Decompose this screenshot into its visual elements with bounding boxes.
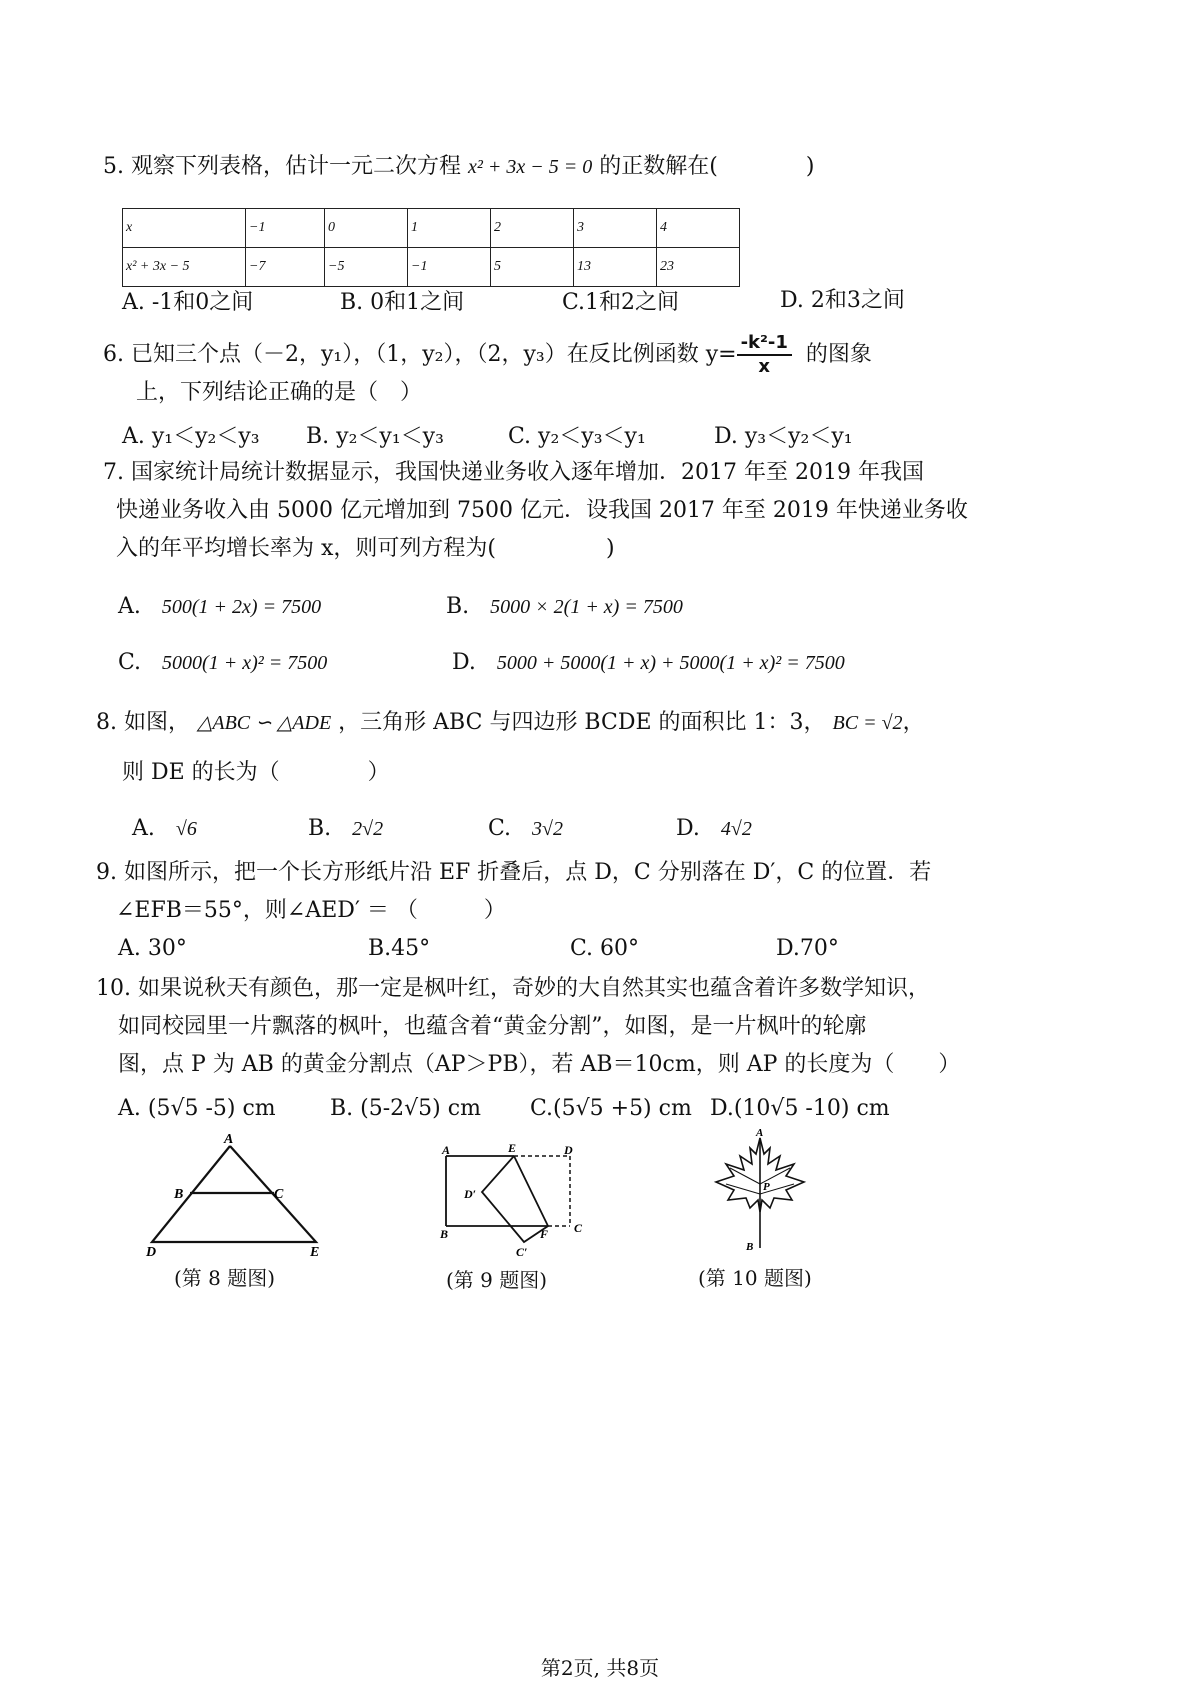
q6-fraction: $\frac{\text{-k²-1}}{x}$ [737,332,792,378]
table-row: x² + 3x − 5 −7 −5 −1 5 13 23 [123,248,740,287]
q6-option-a[interactable]: A. y₁＜y₂＜y₃ [122,424,260,449]
q10-option-d[interactable]: D.(10√5 -10) cm [710,1096,890,1121]
q7-line2: 快递业务收入由 5000 亿元增加到 7500 亿元．设我国 2017 年至 2019 年快递业务收 [116,498,968,523]
fig9-label-a: A [442,1143,451,1157]
fig9-label-b: B [440,1227,449,1241]
fig9-label-d-prime: D′ [464,1187,477,1201]
q8-line2: 则 DE 的长为（ ） [122,760,390,785]
q5-option-d[interactable]: D. 2和3之间 [780,288,905,313]
q9-option-d[interactable]: D.70° [776,936,839,961]
q5-value-table [122,208,740,287]
q9-option-b[interactable]: B.45° [368,936,431,961]
fig9-label-c: C [574,1221,583,1235]
fig10-label-a: A [756,1127,764,1139]
figure-9-caption: (第 9 题图) [446,1268,548,1292]
fig8-label-b: B [174,1187,184,1202]
q8-option-c[interactable]: C. 3√2 [488,816,564,841]
q7-line1: 7. 国家统计局统计数据显示，我国快递业务收入逐年增加．2017 年至 2019 年我国 [103,460,924,485]
q6-line2: 上，下列结论正确的是（ ） [136,380,423,405]
q7-line3: 入的年平均增长率为 x，则可列方程为( ) [116,536,615,561]
fig10-label-p: P [763,1181,770,1193]
q8-option-d[interactable]: D. 4√2 [676,816,752,841]
figure-8-triangle [140,1130,340,1260]
q10-line2: 如同校园里一片飘落的枫叶，也蕴含着“黄金分割”，如图，是一片枫叶的轮廓 [118,1014,867,1039]
q10-line1: 10. 如果说秋天有颜色，那一定是枫叶红，奇妙的大自然其实也蕴含着许多数学知识， [96,976,930,1001]
q7-option-d[interactable]: D. 5000 + 5000(1 + x) + 5000(1 + x)² = 7500 [452,650,845,675]
fig9-label-f: F [540,1227,549,1241]
q9-line1: 9. 如图所示，把一个长方形纸片沿 EF 折叠后，点 D，C 分别落在 D′，C 的位置．若 [96,860,932,885]
q7-option-a[interactable]: A. 500(1 + 2x) = 7500 [118,594,322,619]
fig8-label-e: E [310,1245,320,1260]
q8-line1: 8. 如图， △ABC ∽ △ADE ，三角形 ABC 与四边形 BCDE 的面积比 1：3， BC = √2， [96,710,925,735]
q10-option-a[interactable]: A. (5√5 -5) cm [118,1096,276,1121]
fig8-label-a: A [224,1132,234,1147]
fig9-label-c-prime: C′ [516,1245,528,1259]
q5-option-b[interactable]: B. 0和1之间 [340,290,465,315]
figure-8-caption: (第 8 题图) [174,1266,276,1290]
page-number-footer: 第2页, 共8页 [540,1656,660,1680]
figure-9-folded-rectangle [436,1142,596,1262]
q10-line3: 图，点 P 为 AB 的黄金分割点（AP＞PB），若 AB＝10cm，则 AP 的长度为（ ） [118,1052,961,1077]
q9-line2: ∠EFB＝55°，则∠AED′ ＝ （ ） [116,898,506,923]
q9-option-c[interactable]: C. 60° [570,936,640,961]
q8-option-a[interactable]: A. √6 [132,816,197,841]
q8-option-b[interactable]: B. 2√2 [308,816,384,841]
q10-option-c[interactable]: C.(5√5 +5) cm [530,1096,692,1121]
q5-equation: x² + 3x − 5 = 0 [468,156,593,178]
q6-option-d[interactable]: D. y₃＜y₂＜y₁ [714,424,853,449]
q5-option-a[interactable]: A. -1和0之间 [122,290,254,315]
q7-option-b[interactable]: B. 5000 × 2(1 + x) = 7500 [446,594,683,619]
q9-option-a[interactable]: A. 30° [118,936,187,961]
q8-similarity: △ABC ∽ △ADE [196,712,332,734]
table-row: x −1 0 1 2 3 4 [123,209,740,248]
fig9-label-e: E [508,1142,517,1155]
fig10-label-b: B [746,1241,754,1253]
q8-bc: BC = √2 [832,712,903,734]
fig8-label-d: D [146,1245,157,1260]
figure-10-maple-leaf [700,1124,820,1254]
fig9-label-d: D [564,1143,573,1157]
q6-line1: 6. 已知三个点（－2，y₁），（1，y₂），（2，y₃）在反比例函数 y= $\frac{\text{-k²-1}}{x}$ 的图象 [103,332,872,377]
q5-option-c[interactable]: C.1和2之间 [562,290,680,315]
q7-option-c[interactable]: C. 5000(1 + x)² = 7500 [118,650,328,675]
q5-stem: 5. 观察下列表格，估计一元二次方程 x² + 3x − 5 = 0 的正数解在( ) [103,154,815,179]
q6-option-c[interactable]: C. y₂＜y₃＜y₁ [508,424,646,449]
figure-10-caption: (第 10 题图) [698,1266,812,1290]
q10-option-b[interactable]: B. (5-2√5) cm [330,1096,481,1121]
fig8-label-c: C [274,1187,284,1202]
q6-option-b[interactable]: B. y₂＜y₁＜y₃ [306,424,444,449]
